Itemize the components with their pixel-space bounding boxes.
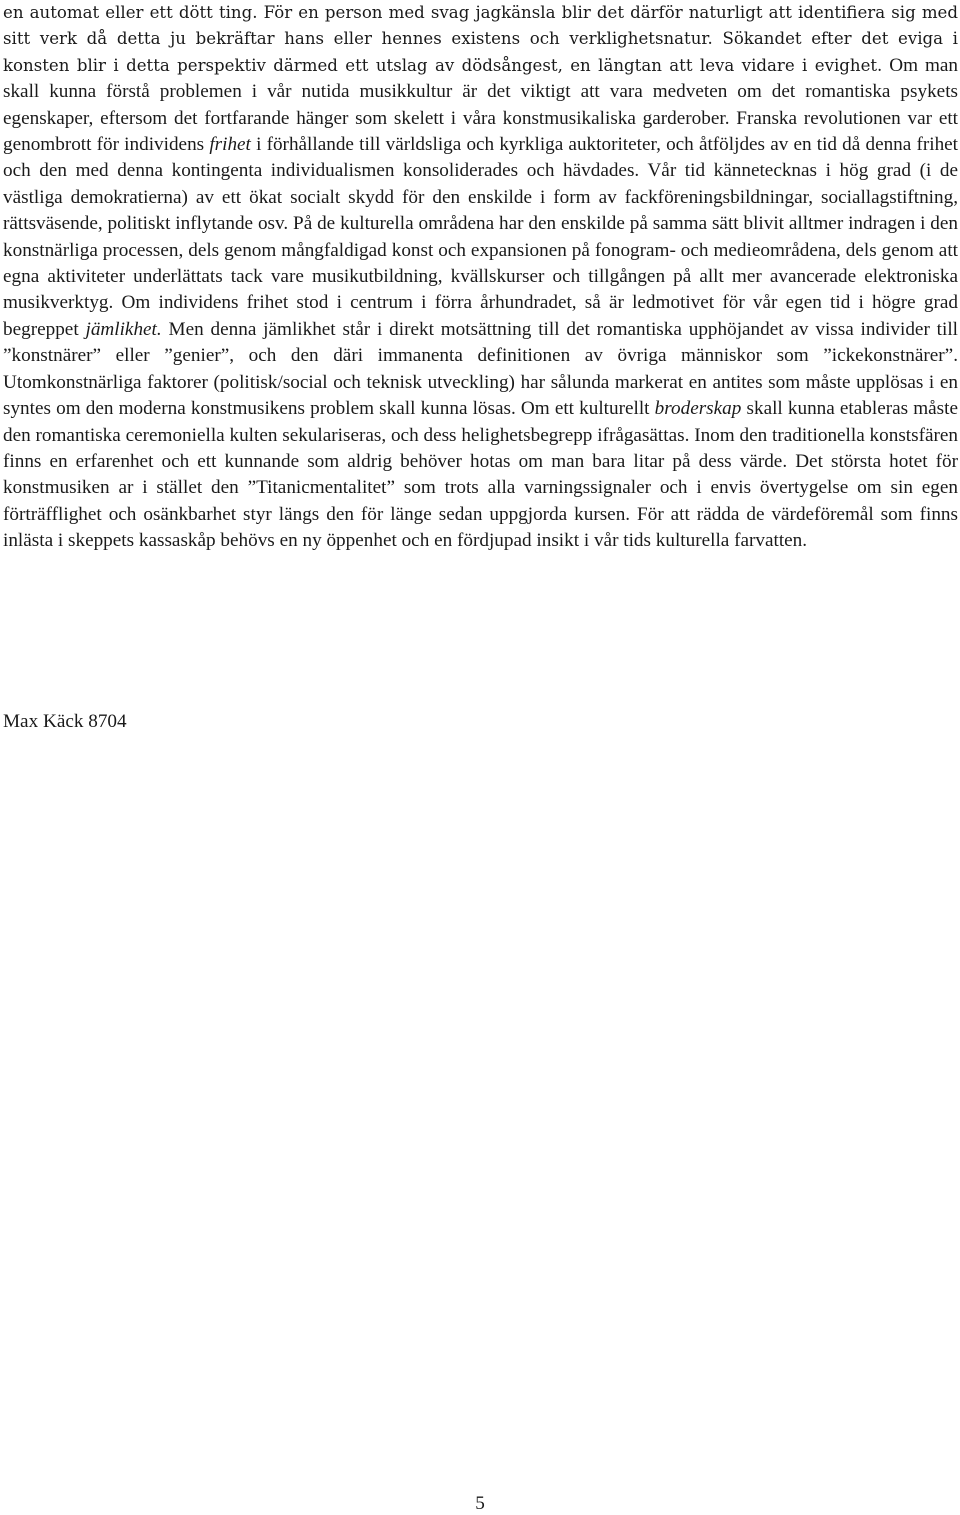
emphasis-broderskap: broderskap: [654, 398, 742, 420]
author-signature: Max Käck 8704: [3, 711, 127, 732]
page-number: 5: [475, 1493, 485, 1514]
paragraph-opening-sentences: en automat eller ett dött ting. För en person med svag jagkänsla blir det därför naturligt att identifiera sig med sitt verk då detta ju bekräftar hans eller hennes existens och verklighetsnatur. Sökandet efter det eviga i konsten blir i detta perspektiv därmed ett utslag av dödsångest, en längtan att leva vidare i evighet.: [3, 3, 958, 75]
emphasis-frihet: frihet: [209, 134, 251, 156]
paragraph-text-segment: i förhållande till världsliga och kyrkliga auktoriteter, och åtföljdes av en tid då denna frihet och den med denna kontingenta individualismen konsoliderades och hävdades. Vår tid kännetecknas i hög grad (i de västliga demokratierna) av ett ökat socialt skydd för den enskilde i form av fackföreningsbildningar, sociallagstiftning, rättsväsende, politiskt inflytande osv. På de kulturella områdena har den enskilde på samma sätt blivit alltmer indragen i den konstnärliga processen, dels genom mångfaldigad konst och expansionen på fonogram- och medieområdena, dels genom att egna aktiviteter underlättats tack vare musikutbildning, kvällskurser och tillgången på allt mer avancerade elektroniska musikverktyg. Om individens frihet stod i centrum i förra århundradet, så är ledmotivet för vår egen tid i högre grad begreppet: [3, 134, 959, 340]
emphasis-jamlikhet: jämlikhet.: [85, 318, 162, 340]
document-page: [3, 0, 958, 555]
paragraph-text-segment: Men denna jämlikhet står i direkt motsättning till det romantiska upphöjandet av vissa individer till ”konstnärer” eller ”genier”, och den däri immanenta definitionen av övriga människor som ”ickekonstnärer”. Utomkonstnärliga faktorer (politisk/social och teknisk utveckling) har sålunda markerat en antites som måste upplösas i en syntes om den moderna konstmusikens problem skall kunna lösas. Om ett kulturellt: [3, 318, 958, 420]
paragraph-text-segment: Om man skall kunna förstå problemen i vår nutida musikkultur är det viktigt att vara medveten om det romantiska psykets egenskaper, eftersom det fortfarande hänger som skelett i våra konstmusikaliska garderober. Franska revolutionen var ett genombrott för individens: [3, 54, 958, 156]
paragraph-text-segment: skall kunna etableras måste den romantiska ceremoniella kulten sekulariseras, och dess helighetsbegrepp ifrågasättas. Inom den traditionella konstsfären finns en erfarenhet och ett kunnande som aldrig behöver hotas om man bara litar på dess värde. Det största hotet för konstmusiken ar i stället den ”Titanicmentalitet” som trots alla varningssignaler och i envis övertygelse om sin egen förträfflighet och osänkbarhet styr längs den för länge sedan uppgjorda kursen. För att rädda de värdeföremål som finns inlästa i skeppets kassaskåp behövs en ny öppenhet och en fördjupad insikt i vår tids kulturella farvatten.: [3, 398, 958, 552]
body-paragraph: [3, 0, 958, 555]
